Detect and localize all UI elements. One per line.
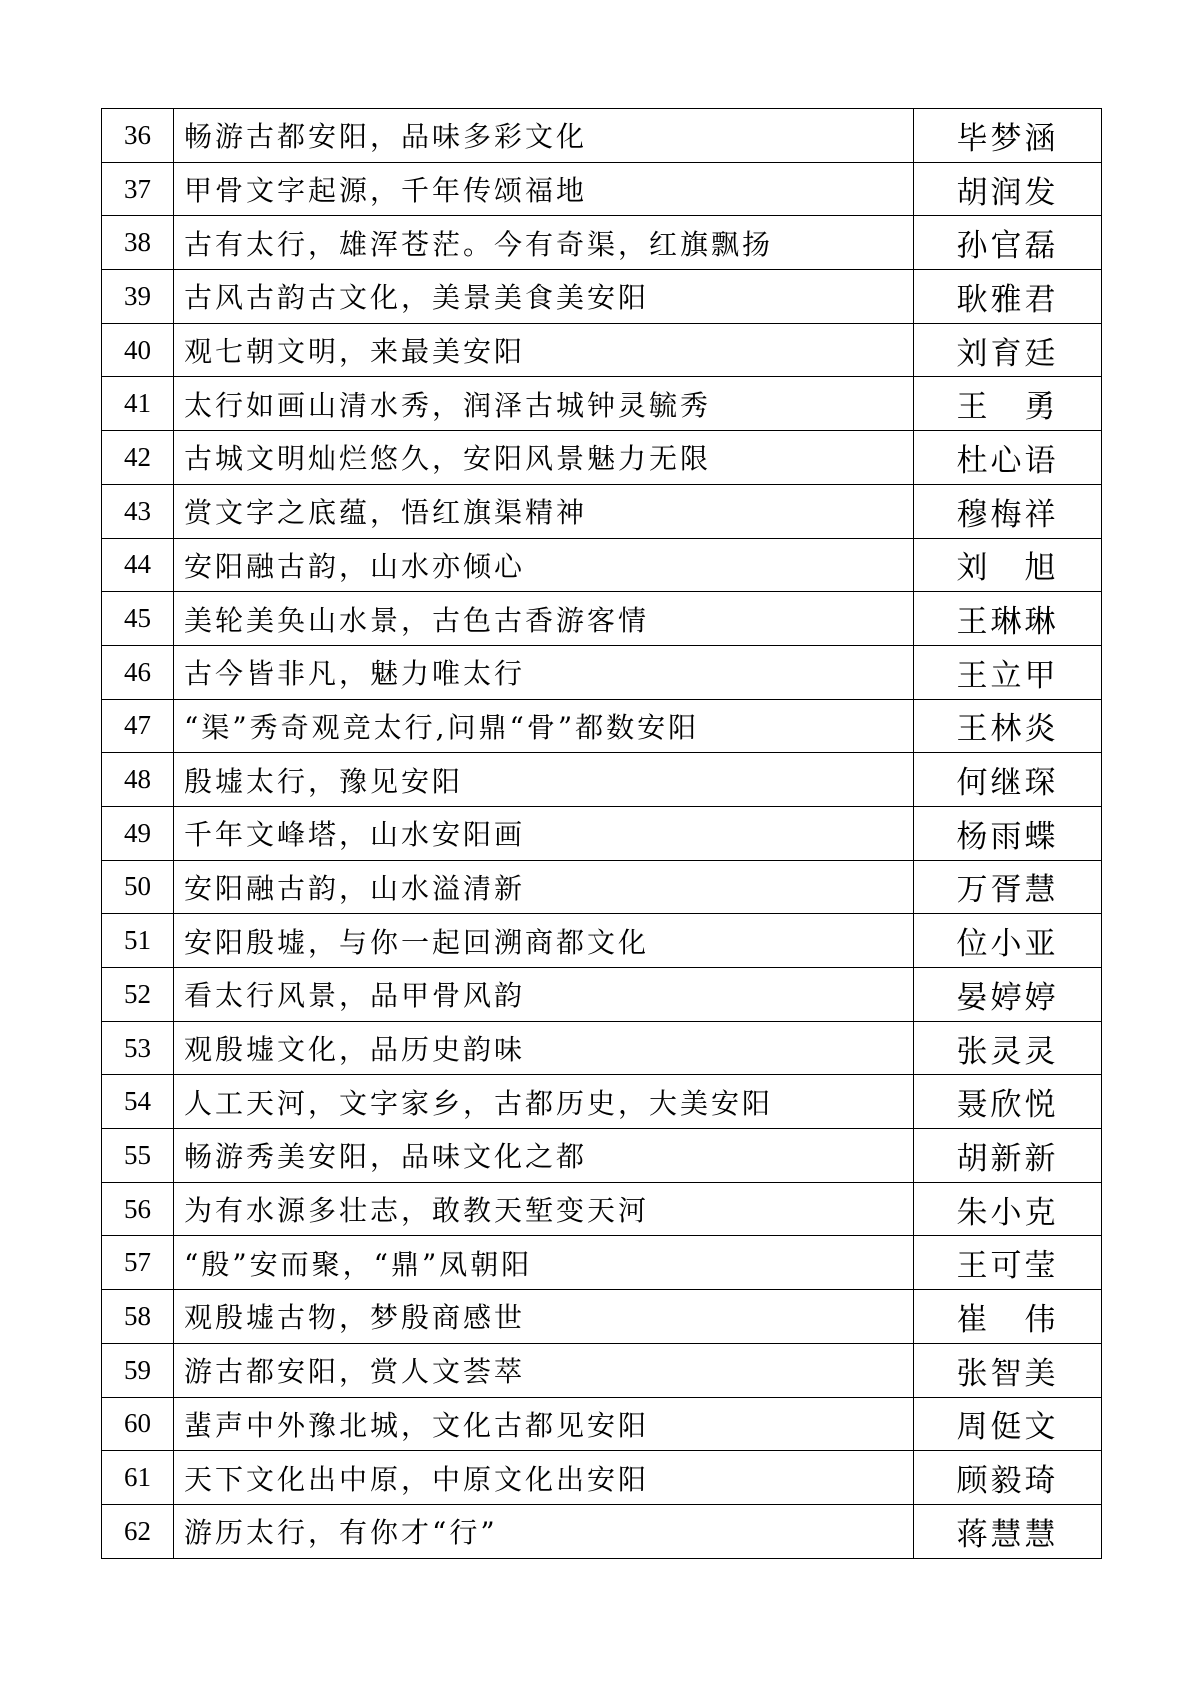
entry-author-name: 孙官磊 [914,216,1102,270]
entry-number: 47 [102,699,174,753]
table-row [102,1129,1102,1183]
table-row [102,645,1102,699]
entry-author-name: 张智美 [914,1343,1102,1397]
entry-author-name: 万胥慧 [914,860,1102,914]
entry-slogan: 千年文峰塔，山水安阳画 [174,806,914,860]
entry-slogan: 畅游古都安阳，品味多彩文化 [174,109,914,163]
table-row [102,1343,1102,1397]
entry-number: 49 [102,806,174,860]
entry-author-name: 王 勇 [914,377,1102,431]
entry-slogan: 安阳融古韵，山水亦倾心 [174,538,914,592]
entry-number: 36 [102,109,174,163]
table-row [102,1290,1102,1344]
table-row [102,1451,1102,1505]
entry-author-name: 胡润发 [914,162,1102,216]
entry-author-name: 王可莹 [914,1236,1102,1290]
entry-slogan: 观殷墟古物，梦殷商感世 [174,1290,914,1344]
table-row [102,1504,1102,1558]
table-row [102,699,1102,753]
table-row [102,484,1102,538]
table-row [102,1021,1102,1075]
entry-slogan: 观殷墟文化，品历史韵味 [174,1021,914,1075]
table-row [102,1182,1102,1236]
entry-slogan: 古有太行，雄浑苍茫。今有奇渠，红旗飘扬 [174,216,914,270]
entry-slogan: 赏文字之底蕴，悟红旗渠精神 [174,484,914,538]
entry-number: 62 [102,1504,174,1558]
entry-author-name: 蒋慧慧 [914,1504,1102,1558]
entry-author-name: 周侹文 [914,1397,1102,1451]
table-row [102,216,1102,270]
entry-author-name: 崔 伟 [914,1290,1102,1344]
table-row [102,270,1102,324]
entry-slogan: 畅游秀美安阳，品味文化之都 [174,1129,914,1183]
entry-number: 43 [102,484,174,538]
table-row [102,1236,1102,1290]
entry-author-name: 聂欣悦 [914,1075,1102,1129]
entry-slogan: 人工天河，文字家乡，古都历史，大美安阳 [174,1075,914,1129]
entry-number: 50 [102,860,174,914]
entry-slogan: “殷”安而聚，“鼎”凤朝阳 [174,1236,914,1290]
entry-slogan: 古今皆非凡，魅力唯太行 [174,645,914,699]
entry-author-name: 何继琛 [914,753,1102,807]
entry-number: 39 [102,270,174,324]
entry-author-name: 张灵灵 [914,1021,1102,1075]
entry-slogan: 蜚声中外豫北城，文化古都见安阳 [174,1397,914,1451]
table-row [102,914,1102,968]
entry-slogan: 古风古韵古文化，美景美食美安阳 [174,270,914,324]
table-row [102,592,1102,646]
table-row [102,323,1102,377]
entry-author-name: 胡新新 [914,1129,1102,1183]
entry-author-name: 毕梦涵 [914,109,1102,163]
table-row [102,377,1102,431]
entry-number: 45 [102,592,174,646]
entry-slogan: 安阳融古韵，山水溢清新 [174,860,914,914]
entry-number: 42 [102,431,174,485]
entry-author-name: 穆梅祥 [914,484,1102,538]
entry-number: 58 [102,1290,174,1344]
entry-number: 57 [102,1236,174,1290]
entry-author-name: 刘 旭 [914,538,1102,592]
entry-author-name: 朱小克 [914,1182,1102,1236]
entry-slogan: 游历太行，有你才“行” [174,1504,914,1558]
table-row [102,538,1102,592]
entry-slogan: 美轮美奂山水景，古色古香游客情 [174,592,914,646]
entry-number: 52 [102,968,174,1022]
entry-slogan: 殷墟太行，豫见安阳 [174,753,914,807]
entry-number: 54 [102,1075,174,1129]
entries-table-body [102,109,1102,1559]
entry-number: 46 [102,645,174,699]
entry-author-name: 晏婷婷 [914,968,1102,1022]
entry-author-name: 王琳琳 [914,592,1102,646]
entry-number: 55 [102,1129,174,1183]
table-row [102,806,1102,860]
entry-slogan: 古城文明灿烂悠久，安阳风景魅力无限 [174,431,914,485]
entry-slogan: 太行如画山清水秀，润泽古城钟灵毓秀 [174,377,914,431]
table-row [102,753,1102,807]
entry-number: 48 [102,753,174,807]
entry-slogan: 安阳殷墟，与你一起回溯商都文化 [174,914,914,968]
table-row [102,1075,1102,1129]
entry-number: 37 [102,162,174,216]
entry-number: 59 [102,1343,174,1397]
entry-slogan: 天下文化出中原，中原文化出安阳 [174,1451,914,1505]
table-row [102,968,1102,1022]
table-row [102,109,1102,163]
entry-number: 40 [102,323,174,377]
entry-author-name: 杨雨蝶 [914,806,1102,860]
entry-number: 61 [102,1451,174,1505]
entry-number: 41 [102,377,174,431]
entry-author-name: 王林炎 [914,699,1102,753]
entry-author-name: 顾毅琦 [914,1451,1102,1505]
entry-slogan: 观七朝文明，来最美安阳 [174,323,914,377]
entry-slogan: 为有水源多壮志，敢教天堑变天河 [174,1182,914,1236]
table-row [102,431,1102,485]
entry-author-name: 王立甲 [914,645,1102,699]
entry-author-name: 耿雅君 [914,270,1102,324]
entry-slogan: 游古都安阳，赏人文荟萃 [174,1343,914,1397]
entry-number: 44 [102,538,174,592]
entry-author-name: 刘育廷 [914,323,1102,377]
entry-author-name: 杜心语 [914,431,1102,485]
entry-slogan: “渠”秀奇观竞太行,问鼎“骨”都数安阳 [174,699,914,753]
entries-table [101,108,1102,1559]
entry-number: 53 [102,1021,174,1075]
entry-number: 38 [102,216,174,270]
table-row [102,860,1102,914]
entry-number: 51 [102,914,174,968]
entry-slogan: 看太行风景，品甲骨风韵 [174,968,914,1022]
entry-slogan: 甲骨文字起源，千年传颂福地 [174,162,914,216]
entry-number: 56 [102,1182,174,1236]
table-row [102,1397,1102,1451]
table-row [102,162,1102,216]
entry-number: 60 [102,1397,174,1451]
entry-author-name: 位小亚 [914,914,1102,968]
